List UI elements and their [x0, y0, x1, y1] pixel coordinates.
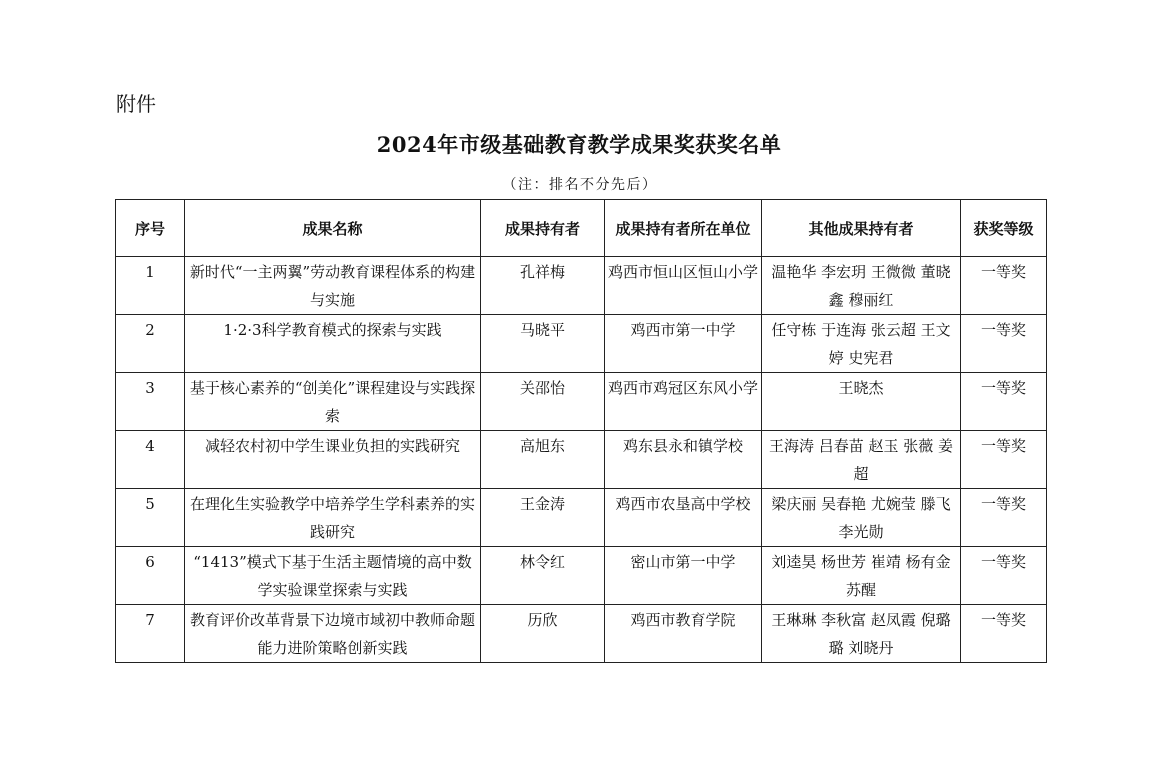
cell-achievement-name: 1·2·3科学教育模式的探索与实践 [185, 315, 481, 373]
attachment-label: 附件 [116, 92, 156, 116]
cell-award-level: 一等奖 [961, 431, 1047, 489]
cell-award-level: 一等奖 [961, 373, 1047, 431]
cell-other-holders: 任守栋 于连海 张云超 王文婷 史宪君 [762, 315, 961, 373]
cell-holder: 历欣 [481, 605, 605, 663]
cell-holder: 林令红 [481, 547, 605, 605]
table-row [116, 431, 1047, 489]
table-row [116, 605, 1047, 663]
header-award-level: 获奖等级 [961, 200, 1047, 257]
cell-achievement-name: 教育评价改革背景下边境市域初中教师命题能力进阶策略创新实践 [185, 605, 481, 663]
header-other-holders: 其他成果持有者 [762, 200, 961, 257]
cell-other-holders: 王晓杰 [762, 373, 961, 431]
ranking-note: （注：排名不分先后） [502, 177, 658, 193]
cell-achievement-name: 减轻农村初中学生课业负担的实践研究 [185, 431, 481, 489]
cell-holder: 孔祥梅 [481, 257, 605, 315]
cell-serial: 7 [116, 605, 185, 663]
table-row [116, 315, 1047, 373]
cell-award-level: 一等奖 [961, 257, 1047, 315]
cell-serial: 1 [116, 257, 185, 315]
cell-holder: 马晓平 [481, 315, 605, 373]
cell-achievement-name: 新时代“一主两翼”劳动教育课程体系的构建与实施 [185, 257, 481, 315]
cell-other-holders: 王海涛 吕春苗 赵玉 张薇 姜超 [762, 431, 961, 489]
cell-achievement-name: “1413”模式下基于生活主题情境的高中数学实验课堂探索与实践 [185, 547, 481, 605]
cell-holder-unit: 密山市第一中学 [605, 547, 762, 605]
cell-other-holders: 刘逵昊 杨世芳 崔靖 杨有金 苏醒 [762, 547, 961, 605]
awards-table [115, 199, 1047, 663]
document-title: 2024年市级基础教育教学成果奖获奖名单 [376, 132, 782, 157]
cell-serial: 6 [116, 547, 185, 605]
cell-other-holders: 温艳华 李宏玥 王微微 董晓鑫 穆丽红 [762, 257, 961, 315]
cell-serial: 4 [116, 431, 185, 489]
cell-holder-unit: 鸡西市恒山区恒山小学 [605, 257, 762, 315]
cell-award-level: 一等奖 [961, 489, 1047, 547]
cell-serial: 5 [116, 489, 185, 547]
cell-holder: 高旭东 [481, 431, 605, 489]
cell-achievement-name: 基于核心素养的“创美化”课程建设与实践探索 [185, 373, 481, 431]
table-row [116, 373, 1047, 431]
cell-award-level: 一等奖 [961, 605, 1047, 663]
table-header-row [116, 200, 1047, 257]
cell-holder: 王金涛 [481, 489, 605, 547]
cell-serial: 2 [116, 315, 185, 373]
cell-other-holders: 梁庆丽 吴春艳 尤婉莹 滕飞 李光勋 [762, 489, 961, 547]
cell-holder-unit: 鸡西市第一中学 [605, 315, 762, 373]
cell-serial: 3 [116, 373, 185, 431]
header-holder: 成果持有者 [481, 200, 605, 257]
cell-achievement-name: 在理化生实验教学中培养学生学科素养的实践研究 [185, 489, 481, 547]
cell-holder-unit: 鸡西市鸡冠区东风小学 [605, 373, 762, 431]
cell-award-level: 一等奖 [961, 315, 1047, 373]
header-holder-unit: 成果持有者所在单位 [605, 200, 762, 257]
cell-other-holders: 王琳琳 李秋富 赵凤霞 倪璐璐 刘晓丹 [762, 605, 961, 663]
table-row [116, 489, 1047, 547]
cell-holder-unit: 鸡东县永和镇学校 [605, 431, 762, 489]
table-row [116, 547, 1047, 605]
cell-holder-unit: 鸡西市教育学院 [605, 605, 762, 663]
cell-holder: 关邵怡 [481, 373, 605, 431]
header-achievement-name: 成果名称 [185, 200, 481, 257]
cell-award-level: 一等奖 [961, 547, 1047, 605]
table-row [116, 257, 1047, 315]
cell-holder-unit: 鸡西市农垦高中学校 [605, 489, 762, 547]
header-serial: 序号 [116, 200, 185, 257]
